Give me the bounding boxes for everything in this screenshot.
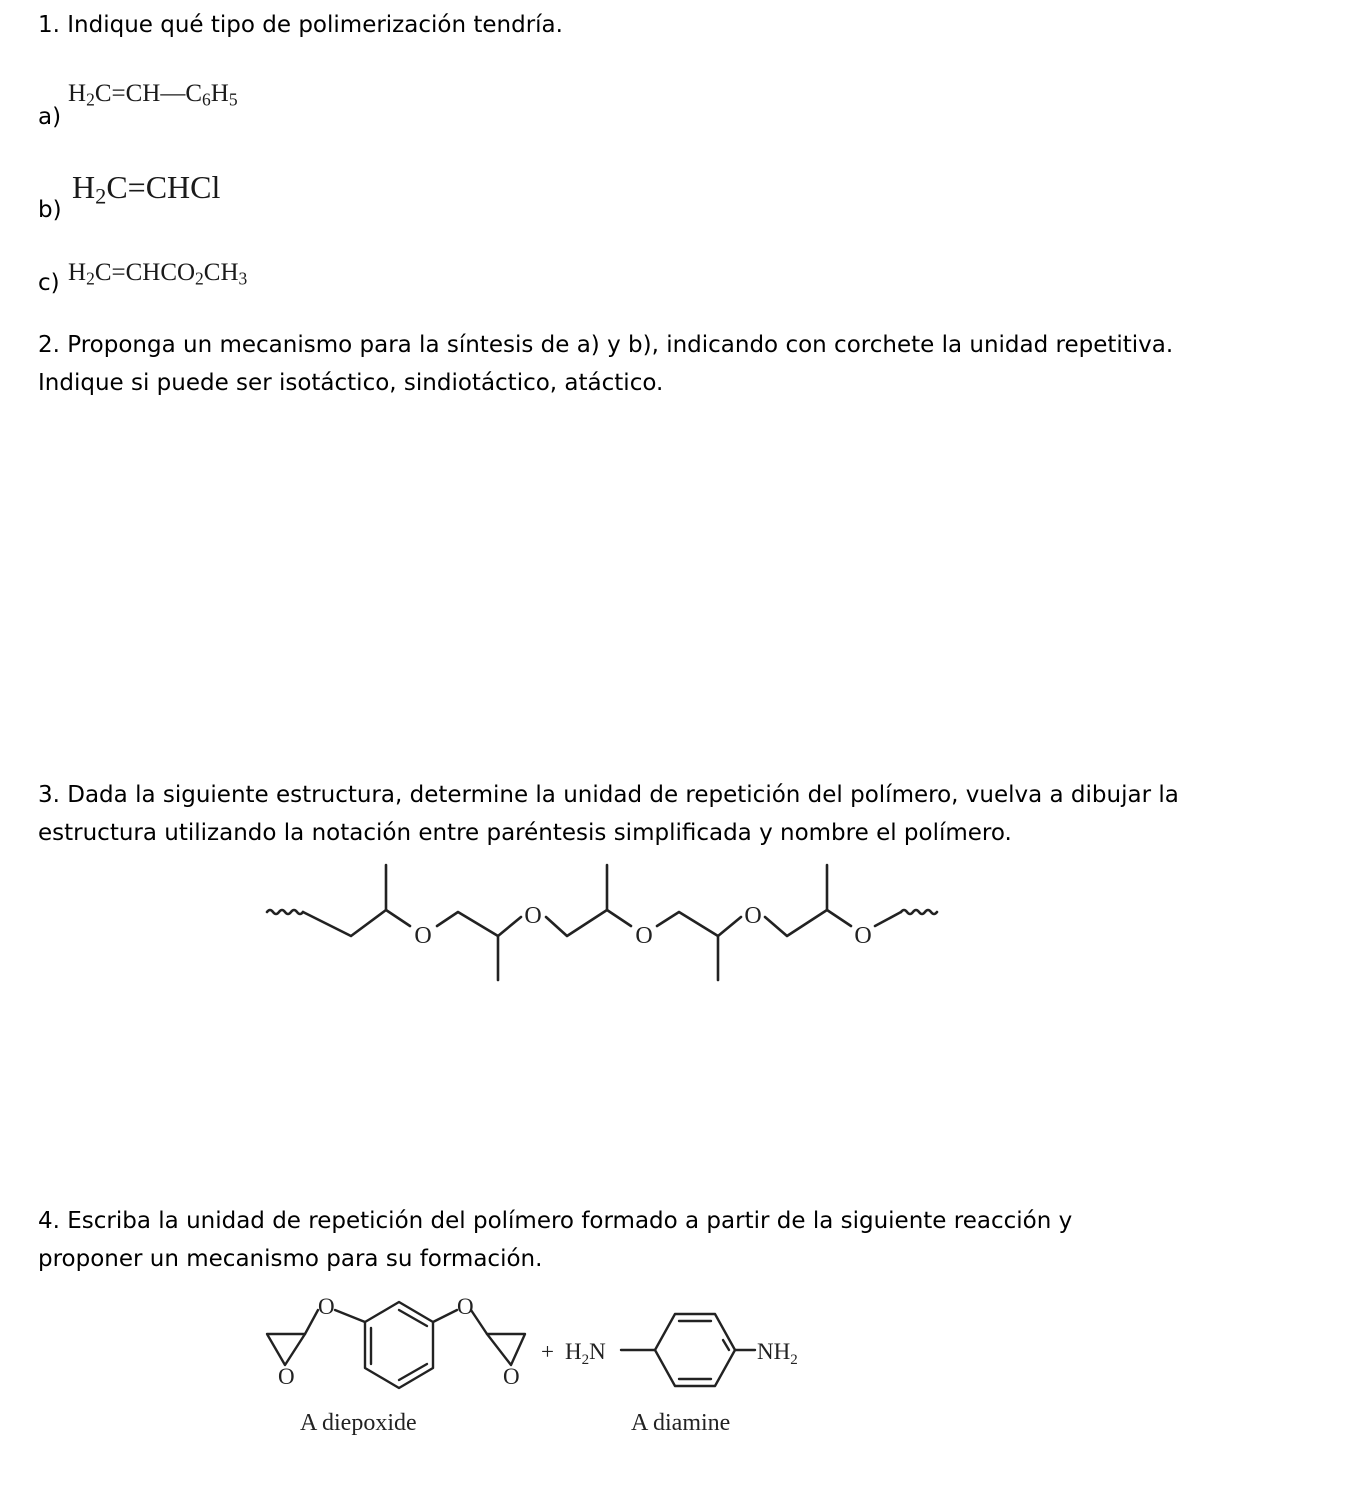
- oxygen-label: O: [635, 923, 653, 949]
- formula-b: $H_2C=CHCl$: [72, 169, 221, 209]
- chain-end-wavy-right: [901, 910, 937, 914]
- chain-end-wavy-left: [267, 910, 303, 914]
- oxygen-label: O: [524, 903, 542, 929]
- formula-a: $H_2C=CH—C_6H_5$: [68, 80, 238, 110]
- amine-right-label: $NH_2$: [757, 1339, 798, 1368]
- option-a-label: a): [38, 104, 62, 130]
- ether-oxygen-label: O: [318, 1294, 335, 1319]
- question-3-line-1: 3. Dada la siguiente estructura, determine la unidad de repetición del polímero, vuelva a dibujar la: [38, 782, 1179, 808]
- caption-diamine: A diamine: [631, 1410, 731, 1436]
- benzene-ring-right: [655, 1314, 735, 1386]
- question-4-line-1: 4. Escriba la unidad de repetición del polímero formado a partir de la siguiente reacción y: [38, 1208, 1073, 1234]
- plus-sign: +: [541, 1339, 554, 1364]
- amine-left-label: $H_2N$: [565, 1339, 606, 1368]
- option-c-label: c): [38, 270, 60, 296]
- oxygen-label: O: [854, 923, 872, 949]
- caption-diepoxide: A diepoxide: [300, 1410, 417, 1436]
- question-2-line-2: Indique si puede ser isotáctico, sindiotáctico, atáctico.: [38, 370, 664, 396]
- epoxide-oxygen-label: O: [503, 1364, 520, 1389]
- oxygen-label: O: [414, 923, 432, 949]
- question-4-line-2: proponer un mecanismo para su formación.: [38, 1246, 543, 1272]
- question-2-line-1: 2. Proponga un mecanismo para la síntesis de a) y b), indicando con corchete la unidad repetitiva.: [38, 332, 1174, 358]
- polyether-structure: [255, 860, 955, 990]
- epoxide-oxygen-label: O: [278, 1364, 295, 1389]
- reaction-scheme: [255, 1288, 835, 1400]
- epoxide-ring-right: [487, 1334, 525, 1365]
- question-1-text: 1. Indique qué tipo de polimerización tendría.: [38, 12, 563, 38]
- ether-oxygen-label: O: [457, 1294, 474, 1319]
- epoxide-ring-left: [267, 1334, 305, 1365]
- polymer-backbone: [303, 910, 410, 936]
- benzene-ring-left: [365, 1302, 433, 1388]
- question-3-line-2: estructura utilizando la notación entre paréntesis simplificada y nombre el polímero.: [38, 820, 1012, 846]
- oxygen-label: O: [744, 903, 762, 929]
- option-b-label: b): [38, 197, 62, 223]
- formula-c: $H_2C=CHCO_2CH_3$: [68, 259, 248, 289]
